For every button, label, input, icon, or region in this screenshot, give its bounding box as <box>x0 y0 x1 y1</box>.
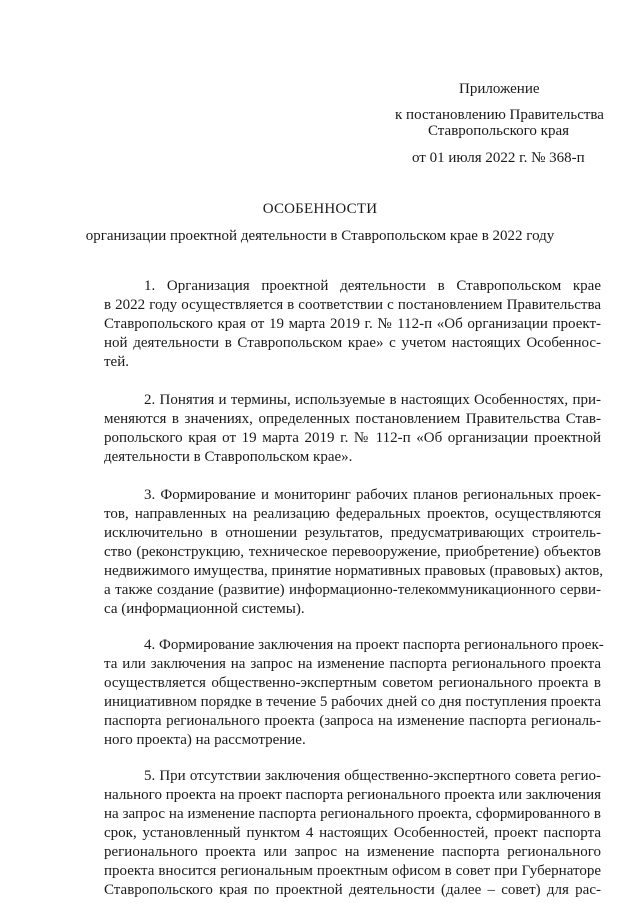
document-title: ОСОБЕННОСТИ <box>262 201 378 217</box>
paragraph-4-line: инициативном порядке в течение 5 рабочих дней со дня поступления проекта <box>104 694 601 710</box>
paragraph-2-line: меняются в значениях, определенных постановлением Правительства Став- <box>104 411 601 427</box>
paragraph-3-line: ство (реконструкцию, техническое перевооружение, приобретение) объектов <box>104 544 601 560</box>
paragraph-4-line: 4. Формирование заключения на проект паспорта регионального проек- <box>144 637 604 653</box>
paragraph-4-line: ного проекта) на рассмотрение. <box>104 732 306 748</box>
paragraph-5-line: срок, установленный пунктом 4 настоящих Особенностей, проект паспорта <box>104 825 601 841</box>
paragraph-5-line: регионального проекта или запрос на изменение паспорта регионального <box>104 844 601 860</box>
paragraph-4-line: та или заключения на запрос на изменение паспорта регионального проекта <box>104 656 601 672</box>
appendix-date-line: от 01 июля 2022 г. № 368-п <box>412 150 585 166</box>
paragraph-2-line: 2. Понятия и термины, используемые в настоящих Особенностях, при- <box>144 392 601 408</box>
paragraph-1-line: тей. <box>104 354 129 370</box>
appendix-reference-line-1: к постановлению Правительства <box>395 107 604 123</box>
paragraph-3-line: тов, направленных на реализацию федеральных проектов, осуществляются <box>104 506 601 522</box>
paragraph-1-line: 1. Организация проектной деятельности в Ставропольском крае <box>144 278 601 294</box>
paragraph-4-line: паспорта регионального проекта (запроса на изменение паспорта региональ- <box>104 713 601 729</box>
appendix-reference-line-2: Ставропольского края <box>428 123 569 139</box>
paragraph-5-line: Ставропольского края по проектной деятельности (далее – совет) для рас- <box>104 882 601 898</box>
paragraph-5-line: нального проекта на проект паспорта регионального проекта или заключения <box>104 787 601 803</box>
paragraph-3-line: 3. Формирование и мониторинг рабочих планов региональных проек- <box>144 487 601 503</box>
paragraph-3-line: са (информационной системы). <box>104 601 305 617</box>
paragraph-2-line: деятельности в Ставропольском крае». <box>104 449 353 465</box>
paragraph-4-line: осуществляется общественно-экспертным советом регионального проекта в <box>104 675 601 691</box>
paragraph-1-line: в 2022 году осуществляется в соответствии с постановлением Правительства <box>104 297 601 313</box>
paragraph-3-line: исключительно в отношении результатов, предусматривающих строитель- <box>104 525 601 541</box>
paragraph-5-line: проекта вносится региональным проектным офисом в совет при Губернаторе <box>104 863 601 879</box>
paragraph-1-line: ной деятельности в Ставропольском крае» с учетом настоящих Особеннос- <box>104 335 601 351</box>
appendix-label: Приложение <box>459 81 540 97</box>
paragraph-5-line: 5. При отсутствии заключения общественно-экспертного совета регио- <box>144 768 601 784</box>
paragraph-5-line: на запрос на изменение паспорта регионального проекта, сформированного в <box>104 806 601 822</box>
paragraph-3-line: недвижимого имущества, принятие нормативных правовых (правовых) актов, <box>104 563 604 579</box>
paragraph-1-line: Ставропольского края от 19 марта 2019 г. № 112-п «Об организации проект- <box>104 316 601 332</box>
paragraph-3-line: а также создание (развитие) информационно-телекоммуникационного серви- <box>104 582 601 598</box>
paragraph-2-line: ропольского края от 19 марта 2019 г. № 112-п «Об организации проектной <box>104 430 601 446</box>
document-subtitle: организации проектной деятельности в Ставропольском крае в 2022 году <box>85 228 555 244</box>
